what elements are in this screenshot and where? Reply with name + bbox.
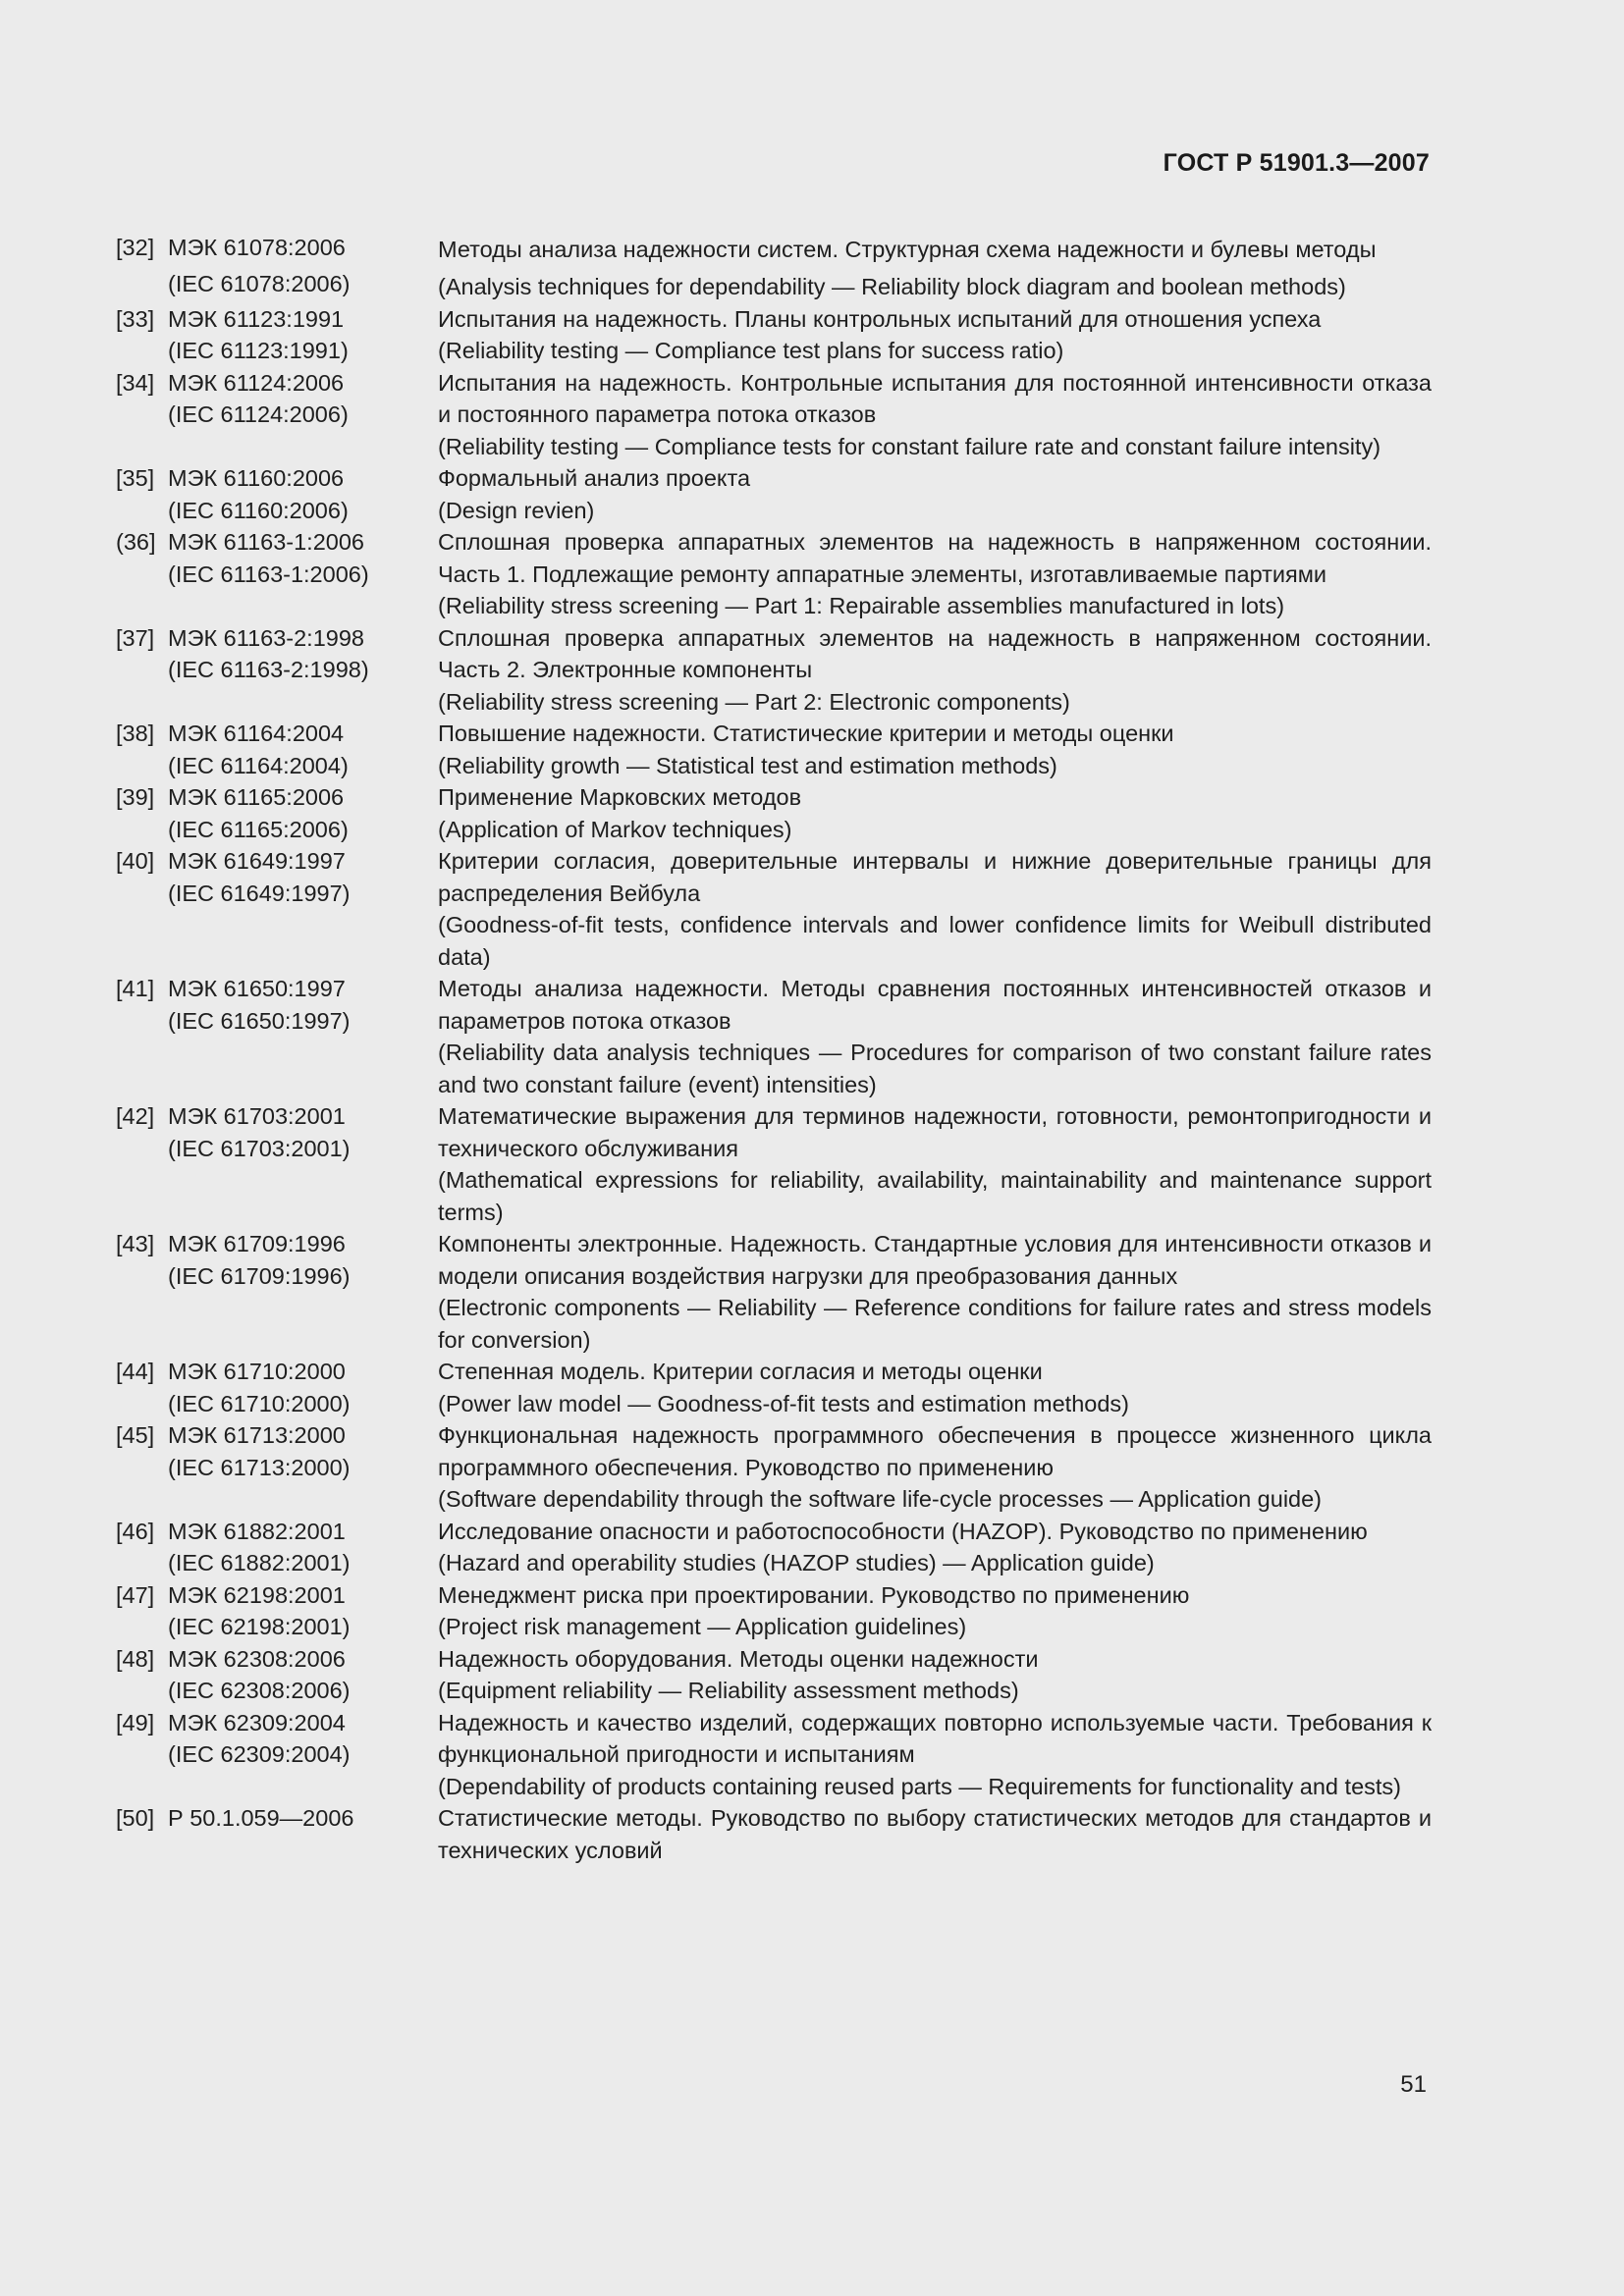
bibliography-entry <box>116 1100 1432 1228</box>
entry-number: [41] <box>116 976 155 1001</box>
title-en: (Goodness-of-fit tests, confidence intervals and lower confidence limits for Weibull distributed data) <box>438 912 1432 970</box>
entry-number: [35] <box>116 465 155 491</box>
entry-standard <box>168 526 433 590</box>
standard-code-en: (IEC 61713:2000) <box>168 1454 351 1480</box>
bibliography-entry <box>116 1643 1432 1707</box>
title-ru: Испытания на надежность. Контрольные испытания для постоянной интенсивности отказа и постоянного параметра потока отказов <box>438 369 1432 427</box>
entry-standard <box>168 232 433 299</box>
entry-number: [42] <box>116 1103 155 1129</box>
standard-code-ru: МЭК 62308:2006 <box>168 1645 346 1672</box>
title-ru: Степенная модель. Критерии согласия и методы оценки <box>438 1359 1043 1384</box>
standard-code-en: (IEC 61078:2006) <box>168 270 351 296</box>
entry-title <box>438 462 1432 526</box>
entry-standard <box>168 1228 433 1292</box>
entry-number: [40] <box>116 848 155 874</box>
standard-code-ru: МЭК 61165:2006 <box>168 784 345 810</box>
standard-code-ru: МЭК 62198:2001 <box>168 1581 346 1608</box>
title-ru: Функциональная надежность программного обеспечения в процессе жизненного цикла программного обеспечения. Руководство по применению <box>438 1422 1432 1480</box>
standard-code-ru: Р 50.1.059—2006 <box>168 1805 354 1831</box>
entry-title <box>438 232 1432 303</box>
standard-code-en: (IEC 61703:2001) <box>168 1135 351 1161</box>
entry-number: [47] <box>116 1581 155 1608</box>
entry-title <box>438 1643 1432 1707</box>
title-en: (Reliability testing — Compliance tests for constant failure rate and constant failure intensity) <box>438 433 1381 459</box>
standard-code-en: (IEC 62198:2001) <box>168 1614 351 1639</box>
title-en: (Analysis techniques for dependability — Reliability block diagram and boolean methods) <box>438 274 1346 299</box>
title-ru: Математические выражения для терминов надежности, готовности, ремонтопригодности и технического обслуживания <box>438 1103 1432 1161</box>
standard-code-en: (IEC 61124:2006) <box>168 401 349 427</box>
standard-code-ru: МЭК 61164:2004 <box>168 721 345 746</box>
entry-standard <box>168 367 433 431</box>
standard-code-en: (IEC 61649:1997) <box>168 880 351 906</box>
entry-standard <box>168 462 433 526</box>
entry-number: (36] <box>116 529 156 555</box>
entry-standard <box>168 973 433 1037</box>
title-ru: Надежность оборудования. Методы оценки надежности <box>438 1645 1039 1672</box>
entry-title <box>438 1516 1432 1579</box>
standard-code-ru: МЭК 61882:2001 <box>168 1518 346 1544</box>
bibliography-entry <box>116 718 1432 781</box>
entry-standard <box>168 1419 433 1483</box>
title-en: (Mathematical expressions for reliability, availability, maintainability and maintenance support terms) <box>438 1167 1432 1225</box>
entry-title <box>438 1707 1432 1803</box>
title-en: (Reliability growth — Statistical test and estimation methods) <box>438 752 1057 778</box>
title-ru: Статистические методы. Руководство по выбору статистических методов для стандартов и технических условий <box>438 1805 1432 1863</box>
standard-code-ru: МЭК 61649:1997 <box>168 848 346 874</box>
entry-standard <box>168 1802 433 1835</box>
bibliography-entry <box>116 232 1432 303</box>
standard-code-en: (IEC 61882:2001) <box>168 1550 351 1575</box>
title-ru: Сплошная проверка аппаратных элементов на надежность в напряженном состоянии. Часть 1. Подлежащие ремонту аппаратные элементы, изготавливаемые партиями <box>438 529 1432 587</box>
title-ru: Формальный анализ проекта <box>438 465 751 491</box>
bibliography-entry <box>116 1356 1432 1419</box>
standard-code-en: (IEC 61163-1:2006) <box>168 561 369 587</box>
entry-standard <box>168 303 433 367</box>
title-en: (Power law model — Goodness-of-fit tests and estimation methods) <box>438 1390 1129 1416</box>
entry-number: [46] <box>116 1518 155 1544</box>
standard-code-ru: МЭК 62309:2004 <box>168 1709 346 1735</box>
bibliography-entry <box>116 462 1432 526</box>
title-ru: Повышение надежности. Статистические критерии и методы оценки <box>438 721 1174 746</box>
title-ru: Исследование опасности и работоспособности (HAZOP). Руководство по применению <box>438 1518 1368 1544</box>
title-ru: Испытания на надежность. Планы контрольных испытаний для отношения успеха <box>438 305 1322 332</box>
standard-code-en: (IEC 61709:1996) <box>168 1262 351 1289</box>
standard-code-en: (IEC 61650:1997) <box>168 1007 351 1034</box>
title-en: (Design revien) <box>438 497 595 523</box>
entry-number: [33] <box>116 305 155 332</box>
title-en: (Dependability of products containing reused parts — Requirements for functionality and tests) <box>438 1773 1401 1799</box>
title-en: (Electronic components — Reliability — Reference conditions for failure rates and stress models for conversion) <box>438 1295 1432 1353</box>
entry-title <box>438 1419 1432 1516</box>
bibliography-entry <box>116 845 1432 973</box>
title-en: (Project risk management — Application guidelines) <box>438 1614 967 1639</box>
entry-standard <box>168 1100 433 1164</box>
standard-code-ru: МЭК 61710:2000 <box>168 1359 346 1384</box>
bibliography-entry <box>116 1228 1432 1356</box>
standard-code-ru: МЭК 61160:2006 <box>168 465 345 491</box>
standard-code-en: (IEC 61160:2006) <box>168 497 349 523</box>
title-en: (Reliability stress screening — Part 1: Repairable assemblies manufactured in lots) <box>438 593 1285 618</box>
entry-standard <box>168 1707 433 1771</box>
entry-standard <box>168 622 433 686</box>
standard-code-en: (IEC 61123:1991) <box>168 338 349 363</box>
title-ru: Методы анализа надежности систем. Структурная схема надежности и булевы методы <box>438 237 1377 262</box>
standard-code-ru: МЭК 61703:2001 <box>168 1103 346 1129</box>
entry-number: [37] <box>116 624 155 651</box>
entry-title <box>438 973 1432 1100</box>
entry-standard <box>168 1643 433 1707</box>
page-number: 51 <box>1400 2071 1427 2098</box>
bibliography-entry <box>116 1802 1432 1866</box>
title-ru: Применение Марковских методов <box>438 784 802 810</box>
standard-code-en: (IEC 61710:2000) <box>168 1390 351 1416</box>
entry-number: [34] <box>116 369 155 396</box>
title-ru: Сплошная проверка аппаратных элементов на надежность в напряженном состоянии. Часть 2. Электронные компоненты <box>438 624 1432 682</box>
bibliography-entry <box>116 303 1432 367</box>
bibliography-entry <box>116 367 1432 463</box>
entry-standard <box>168 781 433 845</box>
title-en: (Reliability stress screening — Part 2: Electronic components) <box>438 688 1070 715</box>
title-en: (Reliability data analysis techniques — Procedures for comparison of two constant failure rates and two constant failure (event) intensities) <box>438 1040 1432 1097</box>
entry-title <box>438 1579 1432 1643</box>
entry-title <box>438 1228 1432 1356</box>
bibliography-list <box>116 232 1432 1866</box>
bibliography-entry <box>116 1419 1432 1516</box>
standard-code-en: (IEC 61163-2:1998) <box>168 657 369 682</box>
entry-number: [38] <box>116 721 155 746</box>
standard-code-ru: МЭК 61709:1996 <box>168 1231 346 1256</box>
standard-code-en: (IEC 61165:2006) <box>168 816 349 842</box>
standard-code-ru: МЭК 61124:2006 <box>168 369 345 396</box>
title-ru: Компоненты электронные. Надежность. Стандартные условия для интенсивности отказов и модели описания воздействия нагрузки для преобразования данных <box>438 1231 1432 1289</box>
standard-code-ru: МЭК 61123:1991 <box>168 305 345 332</box>
entry-standard <box>168 1516 433 1579</box>
entry-number: [50] <box>116 1805 155 1831</box>
document-header-code: ГОСТ Р 51901.3—2007 <box>1163 149 1430 177</box>
title-en: (Equipment reliability — Reliability assessment methods) <box>438 1678 1019 1703</box>
standard-code-ru: МЭК 61078:2006 <box>168 235 346 260</box>
bibliography-entry <box>116 781 1432 845</box>
entry-title <box>438 367 1432 463</box>
title-en: (Application of Markov techniques) <box>438 816 792 842</box>
entry-title <box>438 303 1432 367</box>
entry-title <box>438 718 1432 781</box>
bibliography-entry <box>116 1707 1432 1803</box>
title-en: (Software dependability through the software life-cycle processes — Application guide) <box>438 1486 1323 1512</box>
title-ru: Менеджмент риска при проектировании. Руководство по применению <box>438 1581 1190 1608</box>
entry-number: [49] <box>116 1709 155 1735</box>
entry-standard <box>168 1579 433 1643</box>
standard-code-ru: МЭК 61713:2000 <box>168 1422 346 1448</box>
entry-number: [44] <box>116 1359 155 1384</box>
entry-number: [43] <box>116 1231 155 1256</box>
entry-title <box>438 622 1432 719</box>
title-ru: Критерии согласия, доверительные интервалы и нижние доверительные границы для распределения Вейбула <box>438 848 1432 906</box>
title-en: (Reliability testing — Compliance test plans for success ratio) <box>438 338 1064 363</box>
entry-title <box>438 781 1432 845</box>
bibliography-entry <box>116 1579 1432 1643</box>
entry-title <box>438 1100 1432 1228</box>
bibliography-entry <box>116 622 1432 719</box>
title-ru: Надежность и качество изделий, содержащих повторно используемые части. Требования к функциональной пригодности и испытаниям <box>438 1709 1432 1767</box>
entry-standard <box>168 1356 433 1419</box>
standard-code-en: (IEC 61164:2004) <box>168 752 349 778</box>
bibliography-entry <box>116 973 1432 1100</box>
standard-code-ru: МЭК 61163-2:1998 <box>168 624 364 651</box>
entry-number: [32] <box>116 235 155 260</box>
bibliography-entry <box>116 1516 1432 1579</box>
title-en: (Hazard and operability studies (HAZOP studies) — Application guide) <box>438 1550 1155 1575</box>
standard-code-ru: МЭК 61650:1997 <box>168 976 346 1001</box>
standard-code-ru: МЭК 61163-1:2006 <box>168 529 364 555</box>
entry-title <box>438 845 1432 973</box>
title-ru: Методы анализа надежности. Методы сравнения постоянных интенсивностей отказов и параметров потока отказов <box>438 976 1432 1034</box>
entry-standard <box>168 845 433 909</box>
entry-number: [48] <box>116 1645 155 1672</box>
entry-number: [39] <box>116 784 155 810</box>
entry-standard <box>168 718 433 781</box>
bibliography-entry <box>116 526 1432 622</box>
standard-code-en: (IEC 62308:2006) <box>168 1678 351 1703</box>
standard-code-en: (IEC 62309:2004) <box>168 1741 351 1767</box>
entry-title <box>438 1802 1432 1866</box>
entry-title <box>438 526 1432 622</box>
entry-title <box>438 1356 1432 1419</box>
entry-number: [45] <box>116 1422 155 1448</box>
